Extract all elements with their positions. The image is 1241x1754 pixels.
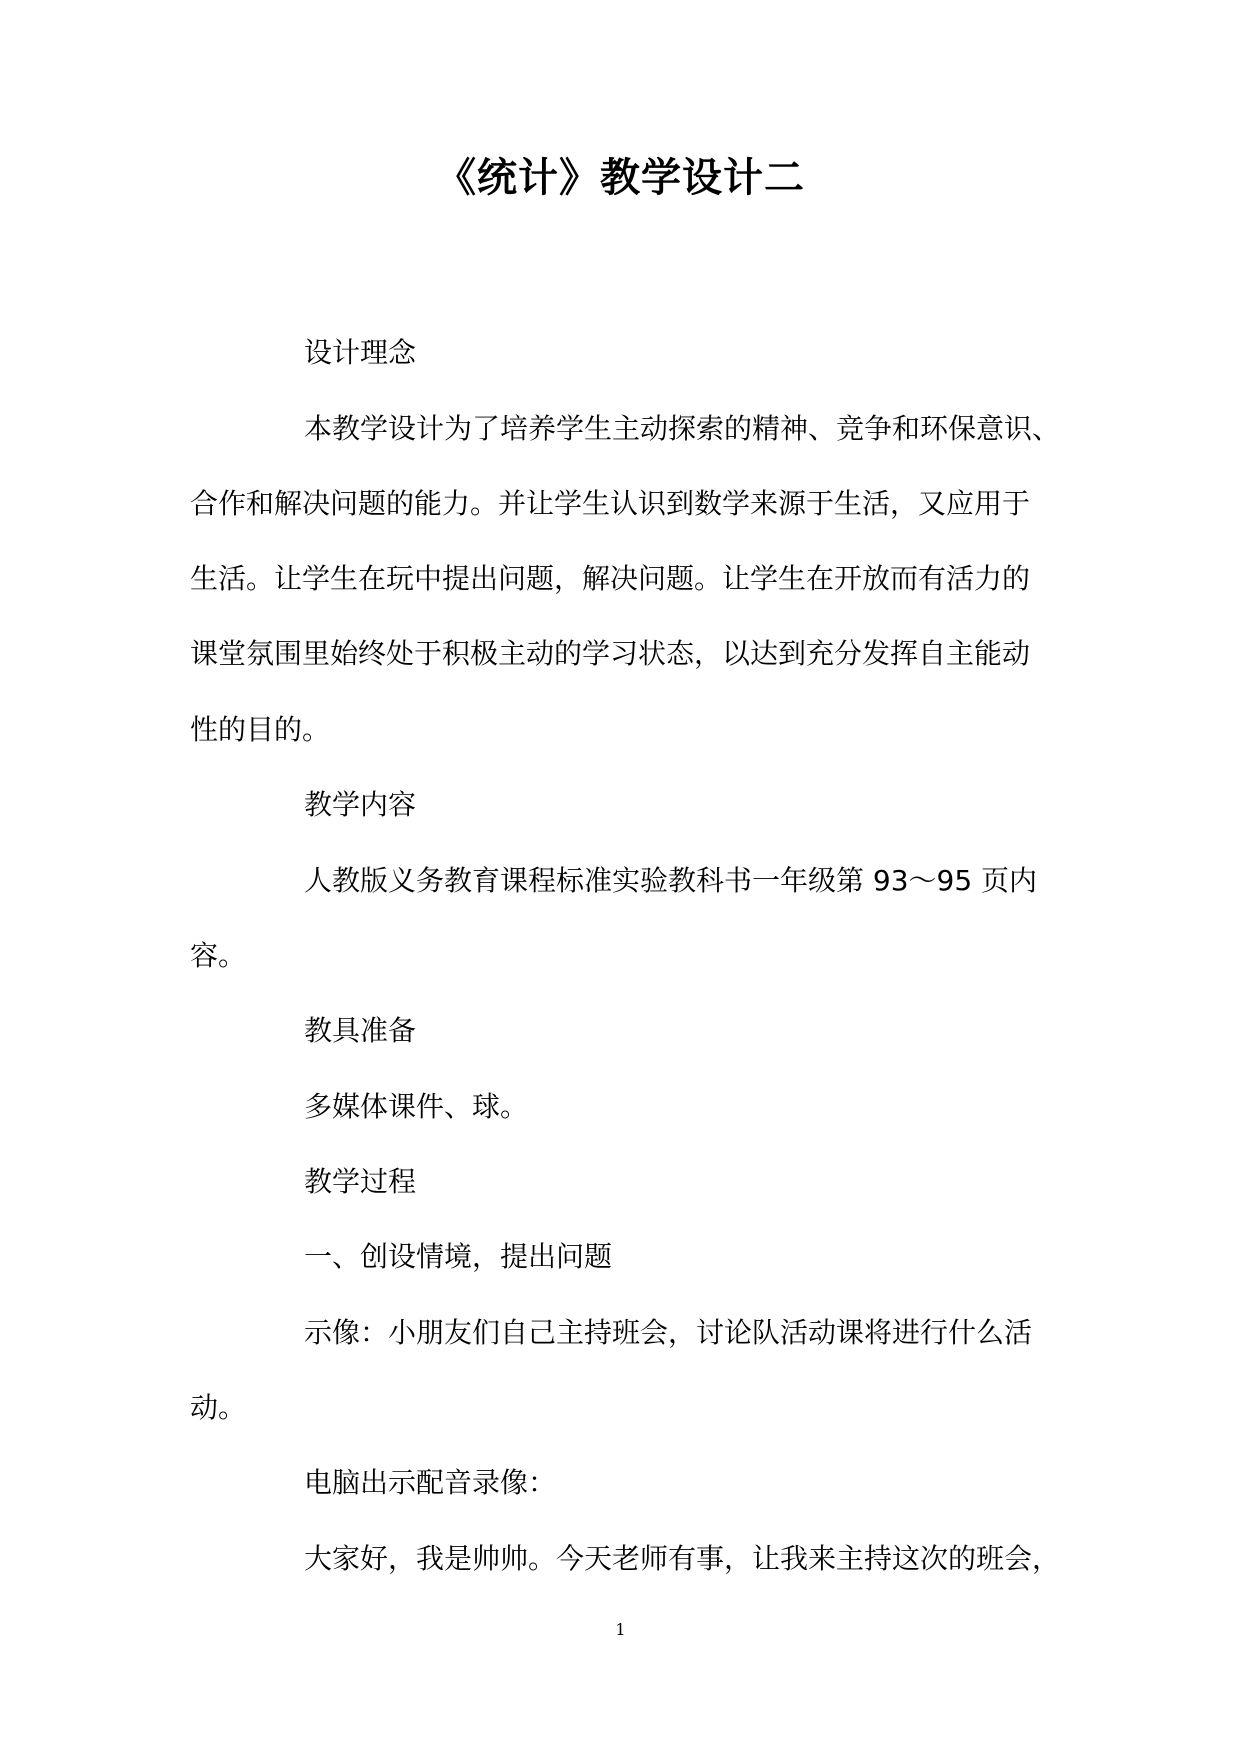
paragraph-line: 合作和解决问题的能力。并让学生认识到数学来源于生活，又应用于 bbox=[190, 487, 1031, 520]
document-title: 《统计》教学设计二 bbox=[436, 155, 805, 201]
page-number: 1 bbox=[615, 1620, 626, 1639]
section-heading-teaching-process: 教学过程 bbox=[304, 1165, 417, 1198]
paragraph-line: 人教版义务教育课程标准实验教科书一年级第 93～95 页内 bbox=[304, 864, 1038, 897]
paragraph-line: 性的目的。 bbox=[190, 713, 331, 746]
paragraph-line: 示像：小朋友们自己主持班会，讨论队活动课将进行什么活 bbox=[304, 1316, 1033, 1349]
paragraph-line: 容。 bbox=[190, 939, 247, 972]
paragraph-line: 课堂氛围里始终处于积极主动的学习状态，以达到充分发挥自主能动 bbox=[190, 637, 1031, 670]
section-heading-design-concept: 设计理念 bbox=[304, 336, 417, 369]
paragraph-line: 多媒体课件、球。 bbox=[304, 1090, 529, 1123]
section-heading-teaching-content: 教学内容 bbox=[304, 788, 417, 821]
paragraph-line: 电脑出示配音录像： bbox=[304, 1466, 557, 1499]
paragraph-line: 大家好，我是帅帅。今天老师有事，让我来主持这次的班会， bbox=[304, 1542, 1061, 1575]
paragraph-line: 动。 bbox=[190, 1391, 247, 1424]
subsection-heading: 一、创设情境，提出问题 bbox=[304, 1240, 613, 1273]
section-heading-teaching-aids: 教具准备 bbox=[304, 1014, 417, 1047]
paragraph-line: 本教学设计为了培养学生主动探索的精神、竞争和环保意识、 bbox=[304, 412, 1061, 445]
paragraph-line: 生活。让学生在玩中提出问题，解决问题。让学生在开放而有活力的 bbox=[190, 562, 1031, 595]
